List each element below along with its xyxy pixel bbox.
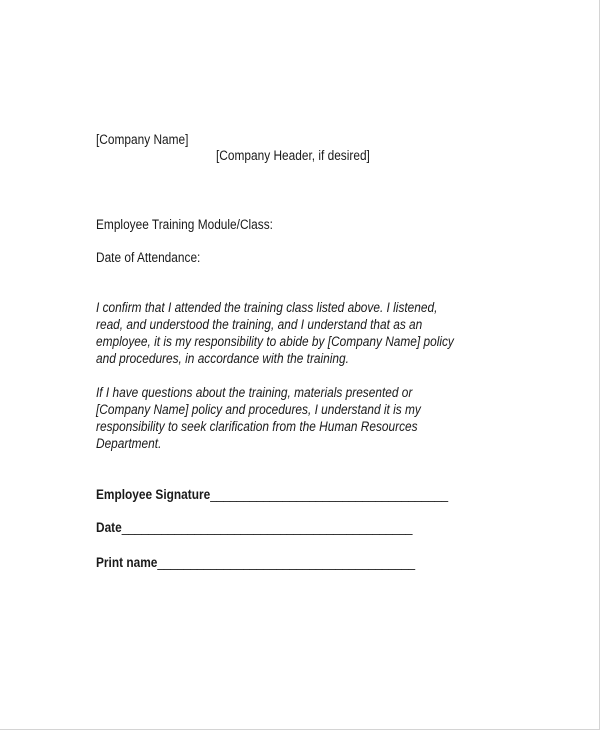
paragraph-line: [Company Name] policy and procedures, I understand it is my [96, 402, 421, 417]
paragraph-line: If I have questions about the training, materials presented or [96, 385, 413, 400]
date-line: ____________________________________________ [121, 520, 413, 535]
employee-signature-line: ____________________________________ [210, 487, 449, 502]
paragraph-line: responsibility to seek clarification from the Human Resources [96, 419, 418, 434]
paragraph-line: and procedures, in accordance with the training. [96, 351, 349, 366]
date-of-attendance-label: Date of Attendance: [96, 250, 201, 265]
employee-signature-field [96, 486, 448, 503]
company-header: [Company Header, if desired] [216, 148, 370, 163]
training-module-label: Employee Training Module/Class: [96, 217, 273, 232]
paragraph-line: read, and understood the training, and I understand that as an [96, 317, 423, 332]
print-name-line: _______________________________________ [157, 555, 416, 570]
questions-paragraph [96, 384, 421, 452]
date-label: Date [96, 520, 122, 535]
paragraph-line: employee, it is my responsibility to abide by [Company Name] policy [96, 334, 454, 349]
paragraph-line: Department. [96, 436, 162, 451]
date-field [96, 519, 412, 536]
paragraph-line: I confirm that I attended the training class listed above. I listened, [96, 300, 438, 315]
print-name-label: Print name [96, 555, 158, 570]
employee-signature-label: Employee Signature [96, 487, 211, 502]
print-name-field [96, 554, 415, 571]
company-name: [Company Name] [96, 132, 189, 147]
confirmation-paragraph [96, 299, 454, 367]
